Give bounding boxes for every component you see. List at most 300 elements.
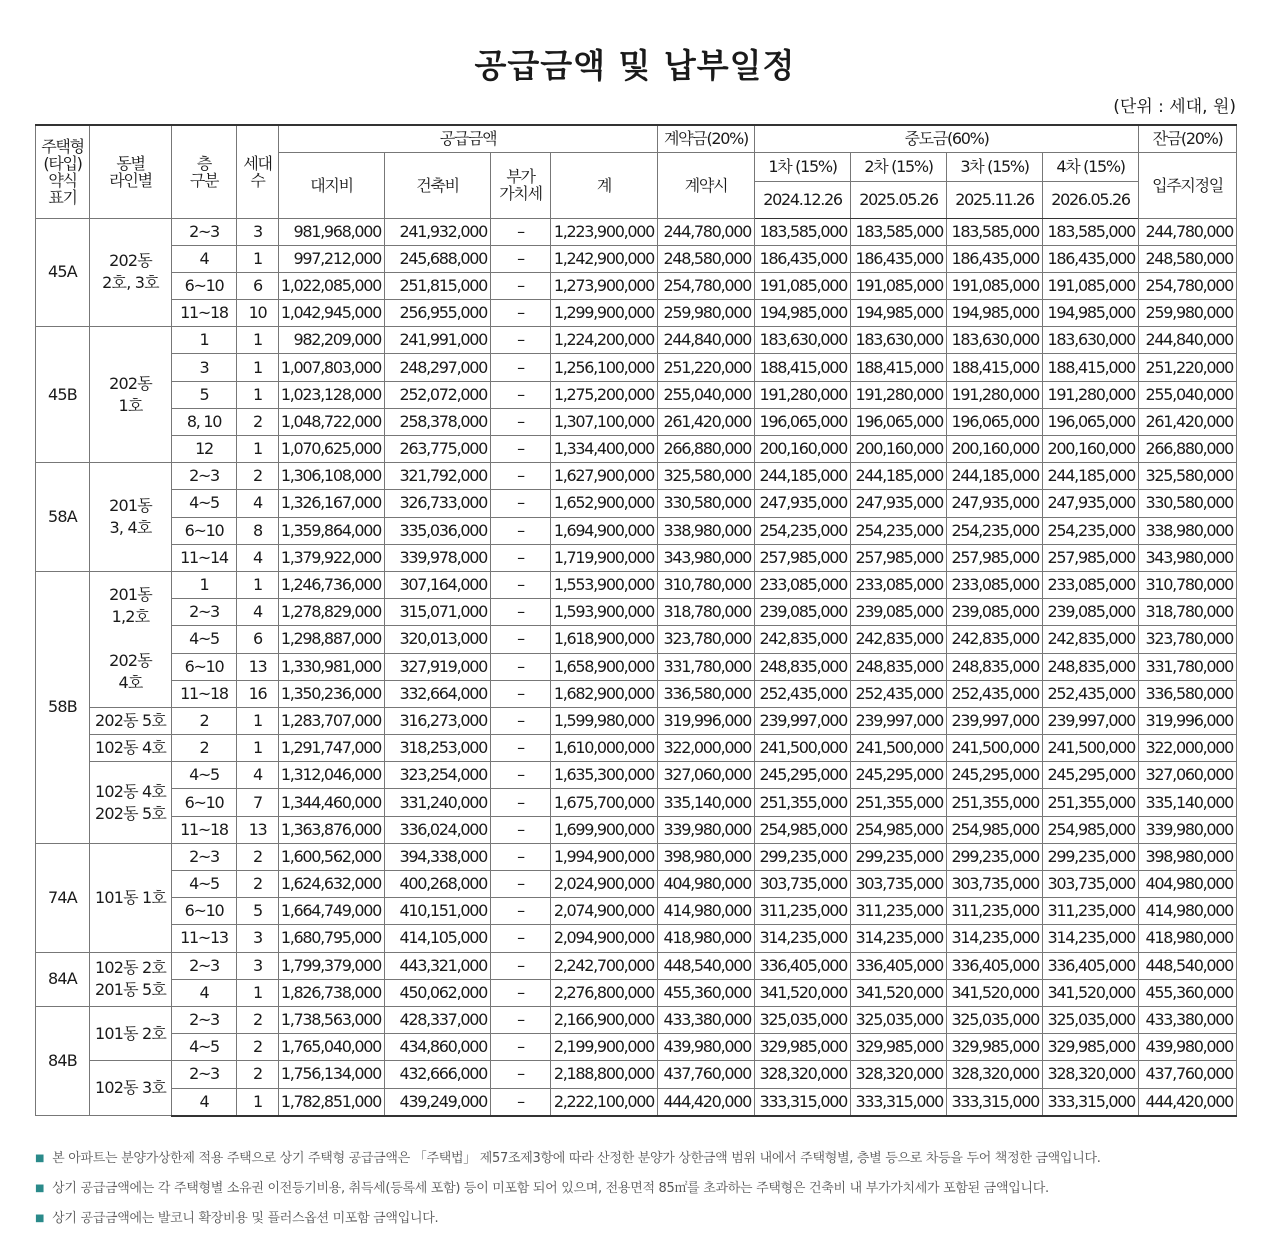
- middle-payment-2-cell: 183,630,000: [851, 327, 947, 354]
- middle-payment-4-cell: 183,585,000: [1043, 218, 1139, 245]
- deposit-cell: 318,780,000: [658, 599, 755, 626]
- floor-cell: 6~10: [172, 789, 237, 816]
- type-cell: 58B: [36, 571, 90, 843]
- land-cost-cell: 1,782,851,000: [279, 1088, 385, 1116]
- floor-cell: 4: [172, 1088, 237, 1116]
- balance-cell: 261,420,000: [1139, 408, 1237, 435]
- land-cost-cell: 1,042,945,000: [279, 300, 385, 327]
- header-vat: 부가 가치세: [491, 152, 551, 218]
- deposit-cell: 310,780,000: [658, 571, 755, 598]
- table-row: [36, 599, 1237, 626]
- dong-label: 101동 2호: [94, 1023, 167, 1043]
- deposit-cell: 319,996,000: [658, 707, 755, 734]
- middle-payment-3-cell: 191,280,000: [947, 381, 1043, 408]
- middle-payment-1-cell: 241,500,000: [755, 735, 851, 762]
- units-cell: 2: [237, 463, 279, 490]
- vat-cell: –: [491, 218, 551, 245]
- land-cost-cell: 1,312,046,000: [279, 762, 385, 789]
- middle-payment-4-cell: 188,415,000: [1043, 354, 1139, 381]
- middle-payment-3-cell: 257,985,000: [947, 544, 1043, 571]
- table-row: [36, 245, 1237, 272]
- balance-cell: 266,880,000: [1139, 436, 1237, 463]
- middle-payment-1-cell: 341,520,000: [755, 979, 851, 1006]
- units-cell: 1: [237, 245, 279, 272]
- total-cell: 1,719,900,000: [551, 544, 658, 571]
- table-row: [36, 925, 1237, 952]
- table-row: [36, 707, 1237, 734]
- table-row: [36, 1034, 1237, 1061]
- balance-cell: 248,580,000: [1139, 245, 1237, 272]
- deposit-cell: 444,420,000: [658, 1088, 755, 1116]
- middle-payment-3-cell: 299,235,000: [947, 843, 1043, 870]
- deposit-cell: 398,980,000: [658, 843, 755, 870]
- vat-cell: –: [491, 599, 551, 626]
- table-row: [36, 653, 1237, 680]
- building-cost-cell: 241,991,000: [385, 327, 491, 354]
- balance-cell: 322,000,000: [1139, 735, 1237, 762]
- total-cell: 1,635,300,000: [551, 762, 658, 789]
- middle-payment-4-cell: 333,315,000: [1043, 1088, 1139, 1116]
- middle-payment-3-cell: 244,185,000: [947, 463, 1043, 490]
- middle-payment-2-cell: 254,235,000: [851, 517, 947, 544]
- building-cost-cell: 263,775,000: [385, 436, 491, 463]
- vat-cell: –: [491, 1034, 551, 1061]
- vat-cell: –: [491, 952, 551, 979]
- units-cell: 1: [237, 707, 279, 734]
- deposit-cell: 437,760,000: [658, 1061, 755, 1088]
- units-cell: 1: [237, 381, 279, 408]
- total-cell: 1,299,900,000: [551, 300, 658, 327]
- land-cost-cell: 1,291,747,000: [279, 735, 385, 762]
- floor-cell: 2: [172, 735, 237, 762]
- balance-cell: 338,980,000: [1139, 517, 1237, 544]
- table-row: [36, 517, 1237, 544]
- building-cost-cell: 443,321,000: [385, 952, 491, 979]
- middle-payment-4-cell: 244,185,000: [1043, 463, 1139, 490]
- table-row: [36, 544, 1237, 571]
- vat-cell: –: [491, 816, 551, 843]
- header-floor: 층 구분: [172, 125, 237, 218]
- middle-payment-3-cell: 314,235,000: [947, 925, 1043, 952]
- middle-payment-1-cell: 239,997,000: [755, 707, 851, 734]
- units-cell: 1: [237, 327, 279, 354]
- middle-payment-2-cell: 194,985,000: [851, 300, 947, 327]
- units-cell: 3: [237, 925, 279, 952]
- total-cell: 2,242,700,000: [551, 952, 658, 979]
- building-cost-cell: 258,378,000: [385, 408, 491, 435]
- middle-payment-1-cell: 311,235,000: [755, 898, 851, 925]
- middle-payment-1-cell: 244,185,000: [755, 463, 851, 490]
- units-cell: 4: [237, 762, 279, 789]
- land-cost-cell: 1,023,128,000: [279, 381, 385, 408]
- units-cell: 8: [237, 517, 279, 544]
- middle-payment-3-cell: 186,435,000: [947, 245, 1043, 272]
- total-cell: 1,275,200,000: [551, 381, 658, 408]
- total-cell: 2,024,900,000: [551, 871, 658, 898]
- floor-cell: 11~14: [172, 544, 237, 571]
- vat-cell: –: [491, 571, 551, 598]
- total-cell: 1,593,900,000: [551, 599, 658, 626]
- middle-payment-4-cell: 252,435,000: [1043, 680, 1139, 707]
- table-row: [36, 381, 1237, 408]
- table-body: [36, 218, 1237, 1116]
- table-row: [36, 327, 1237, 354]
- land-cost-cell: 1,756,134,000: [279, 1061, 385, 1088]
- middle-payment-2-cell: 241,500,000: [851, 735, 947, 762]
- building-cost-cell: 400,268,000: [385, 871, 491, 898]
- dong-label: 102동 4호: [94, 738, 167, 758]
- middle-payment-2-cell: 191,280,000: [851, 381, 947, 408]
- table-row: [36, 218, 1237, 245]
- bullet-icon: ■: [35, 1153, 45, 1164]
- building-cost-cell: 450,062,000: [385, 979, 491, 1006]
- deposit-cell: 261,420,000: [658, 408, 755, 435]
- header-balance-group: 잔금(20%): [1139, 125, 1237, 152]
- middle-payment-3-cell: 191,085,000: [947, 272, 1043, 299]
- building-cost-cell: 320,013,000: [385, 626, 491, 653]
- floor-cell: 3: [172, 354, 237, 381]
- dong-label: 102동 4호 202동 5호: [94, 781, 167, 823]
- units-cell: 1: [237, 735, 279, 762]
- dong-label: 202동 1호: [109, 373, 152, 415]
- balance-cell: 336,580,000: [1139, 680, 1237, 707]
- middle-payment-3-cell: 239,997,000: [947, 707, 1043, 734]
- dong-cell: [90, 843, 172, 952]
- total-cell: 1,273,900,000: [551, 272, 658, 299]
- building-cost-cell: 339,978,000: [385, 544, 491, 571]
- header-deposit-group: 계약금(20%): [658, 125, 755, 152]
- header-mid3: 3차 (15%): [947, 152, 1043, 181]
- land-cost-cell: 1,680,795,000: [279, 925, 385, 952]
- middle-payment-3-cell: 325,035,000: [947, 1006, 1043, 1033]
- middle-payment-1-cell: 257,985,000: [755, 544, 851, 571]
- dong-cell: [90, 762, 172, 844]
- footnote: ■ 상기 공급금액에는 발코니 확장비용 및 플러스옵션 미포함 금액입니다.: [35, 1211, 439, 1226]
- units-cell: 3: [237, 952, 279, 979]
- header-type: 주택형 (타입) 약식 표기: [36, 125, 90, 218]
- middle-payment-3-cell: 242,835,000: [947, 626, 1043, 653]
- land-cost-cell: 1,048,722,000: [279, 408, 385, 435]
- balance-cell: 414,980,000: [1139, 898, 1237, 925]
- middle-payment-1-cell: 329,985,000: [755, 1034, 851, 1061]
- building-cost-cell: 428,337,000: [385, 1006, 491, 1033]
- table-row: [36, 952, 1237, 979]
- balance-cell: 244,840,000: [1139, 327, 1237, 354]
- footnotes: [35, 1148, 1245, 1238]
- total-cell: 1,256,100,000: [551, 354, 658, 381]
- balance-cell: 323,780,000: [1139, 626, 1237, 653]
- vat-cell: –: [491, 762, 551, 789]
- middle-payment-1-cell: 252,435,000: [755, 680, 851, 707]
- middle-payment-2-cell: 200,160,000: [851, 436, 947, 463]
- vat-cell: –: [491, 1088, 551, 1116]
- units-cell: 1: [237, 354, 279, 381]
- middle-payment-4-cell: 254,985,000: [1043, 816, 1139, 843]
- middle-payment-3-cell: 336,405,000: [947, 952, 1043, 979]
- building-cost-cell: 336,024,000: [385, 816, 491, 843]
- middle-payment-2-cell: 186,435,000: [851, 245, 947, 272]
- land-cost-cell: 1,326,167,000: [279, 490, 385, 517]
- middle-payment-2-cell: 242,835,000: [851, 626, 947, 653]
- middle-payment-2-cell: 257,985,000: [851, 544, 947, 571]
- vat-cell: –: [491, 925, 551, 952]
- floor-cell: 4~5: [172, 762, 237, 789]
- total-cell: 1,658,900,000: [551, 653, 658, 680]
- middle-payment-2-cell: 252,435,000: [851, 680, 947, 707]
- floor-cell: 4~5: [172, 626, 237, 653]
- middle-payment-1-cell: 251,355,000: [755, 789, 851, 816]
- middle-payment-2-cell: 314,235,000: [851, 925, 947, 952]
- middle-payment-2-cell: 191,085,000: [851, 272, 947, 299]
- building-cost-cell: 327,919,000: [385, 653, 491, 680]
- deposit-cell: 433,380,000: [658, 1006, 755, 1033]
- units-cell: 5: [237, 898, 279, 925]
- header-land: 대지비: [279, 152, 385, 218]
- middle-payment-4-cell: 194,985,000: [1043, 300, 1139, 327]
- table-row: [36, 490, 1237, 517]
- vat-cell: –: [491, 626, 551, 653]
- middle-payment-1-cell: 200,160,000: [755, 436, 851, 463]
- land-cost-cell: 1,379,922,000: [279, 544, 385, 571]
- building-cost-cell: 439,249,000: [385, 1088, 491, 1116]
- balance-cell: 244,780,000: [1139, 218, 1237, 245]
- dong-label: 102동 3호: [94, 1078, 167, 1098]
- total-cell: 1,627,900,000: [551, 463, 658, 490]
- vat-cell: –: [491, 272, 551, 299]
- header-mid1-date: 2024.12.26: [755, 181, 851, 218]
- land-cost-cell: 1,738,563,000: [279, 1006, 385, 1033]
- middle-payment-4-cell: 196,065,000: [1043, 408, 1139, 435]
- deposit-cell: 251,220,000: [658, 354, 755, 381]
- page-title: 공급금액 및 납부일정: [474, 46, 796, 85]
- middle-payment-1-cell: 336,405,000: [755, 952, 851, 979]
- balance-cell: 444,420,000: [1139, 1088, 1237, 1116]
- units-cell: 6: [237, 626, 279, 653]
- middle-payment-3-cell: 183,585,000: [947, 218, 1043, 245]
- middle-payment-1-cell: 191,085,000: [755, 272, 851, 299]
- building-cost-cell: 245,688,000: [385, 245, 491, 272]
- middle-payment-1-cell: 239,085,000: [755, 599, 851, 626]
- floor-cell: 2~3: [172, 843, 237, 870]
- header-deposit-sub: 계약시: [658, 152, 755, 218]
- units-cell: 1: [237, 1088, 279, 1116]
- middle-payment-4-cell: 191,280,000: [1043, 381, 1139, 408]
- middle-payment-1-cell: 254,235,000: [755, 517, 851, 544]
- building-cost-cell: 331,240,000: [385, 789, 491, 816]
- dong-label: 202동 5호: [94, 710, 167, 730]
- floor-cell: 2~3: [172, 599, 237, 626]
- middle-payment-2-cell: 239,997,000: [851, 707, 947, 734]
- deposit-cell: 330,580,000: [658, 490, 755, 517]
- total-cell: 1,334,400,000: [551, 436, 658, 463]
- middle-payment-2-cell: 254,985,000: [851, 816, 947, 843]
- balance-cell: 439,980,000: [1139, 1034, 1237, 1061]
- land-cost-cell: 1,799,379,000: [279, 952, 385, 979]
- floor-cell: 5: [172, 381, 237, 408]
- middle-payment-4-cell: 239,085,000: [1043, 599, 1139, 626]
- middle-payment-1-cell: 299,235,000: [755, 843, 851, 870]
- middle-payment-2-cell: 245,295,000: [851, 762, 947, 789]
- floor-cell: 2~3: [172, 1006, 237, 1033]
- vat-cell: –: [491, 381, 551, 408]
- middle-payment-4-cell: 328,320,000: [1043, 1061, 1139, 1088]
- middle-payment-2-cell: 247,935,000: [851, 490, 947, 517]
- dong-label: 101동 1호: [94, 887, 167, 907]
- floor-cell: 11~13: [172, 925, 237, 952]
- units-cell: 13: [237, 653, 279, 680]
- middle-payment-4-cell: 186,435,000: [1043, 245, 1139, 272]
- middle-payment-4-cell: 303,735,000: [1043, 871, 1139, 898]
- deposit-cell: 339,980,000: [658, 816, 755, 843]
- middle-payment-4-cell: 336,405,000: [1043, 952, 1139, 979]
- middle-payment-4-cell: 254,235,000: [1043, 517, 1139, 544]
- floor-cell: 2: [172, 707, 237, 734]
- table-row: [36, 789, 1237, 816]
- units-cell: 16: [237, 680, 279, 707]
- total-cell: 2,074,900,000: [551, 898, 658, 925]
- header-mid2-date: 2025.05.26: [851, 181, 947, 218]
- table-row: [36, 843, 1237, 870]
- middle-payment-2-cell: 325,035,000: [851, 1006, 947, 1033]
- land-cost-cell: 1,359,864,000: [279, 517, 385, 544]
- vat-cell: –: [491, 436, 551, 463]
- header-mid1: 1차 (15%): [755, 152, 851, 181]
- middle-payment-3-cell: 251,355,000: [947, 789, 1043, 816]
- middle-payment-3-cell: 254,985,000: [947, 816, 1043, 843]
- units-cell: 1: [237, 436, 279, 463]
- balance-cell: 418,980,000: [1139, 925, 1237, 952]
- dong-label: 202동 2호, 3호: [102, 251, 159, 293]
- land-cost-cell: 1,330,981,000: [279, 653, 385, 680]
- header-mid4: 4차 (15%): [1043, 152, 1139, 181]
- total-cell: 1,553,900,000: [551, 571, 658, 598]
- building-cost-cell: 248,297,000: [385, 354, 491, 381]
- middle-payment-4-cell: 248,835,000: [1043, 653, 1139, 680]
- table-row: [36, 898, 1237, 925]
- dong-cell: [90, 218, 172, 327]
- land-cost-cell: 981,968,000: [279, 218, 385, 245]
- vat-cell: –: [491, 979, 551, 1006]
- middle-payment-2-cell: 239,085,000: [851, 599, 947, 626]
- vat-cell: –: [491, 354, 551, 381]
- total-cell: 2,276,800,000: [551, 979, 658, 1006]
- middle-payment-4-cell: 245,295,000: [1043, 762, 1139, 789]
- middle-payment-2-cell: 233,085,000: [851, 571, 947, 598]
- total-cell: 1,599,980,000: [551, 707, 658, 734]
- middle-payment-3-cell: 328,320,000: [947, 1061, 1043, 1088]
- header-total: 계: [551, 152, 658, 218]
- floor-cell: 11~18: [172, 680, 237, 707]
- land-cost-cell: 997,212,000: [279, 245, 385, 272]
- middle-payment-2-cell: 329,985,000: [851, 1034, 947, 1061]
- deposit-cell: 266,880,000: [658, 436, 755, 463]
- building-cost-cell: 256,955,000: [385, 300, 491, 327]
- building-cost-cell: 252,072,000: [385, 381, 491, 408]
- middle-payment-4-cell: 183,630,000: [1043, 327, 1139, 354]
- type-cell: 58A: [36, 463, 90, 572]
- balance-cell: 330,580,000: [1139, 490, 1237, 517]
- deposit-cell: 325,580,000: [658, 463, 755, 490]
- total-cell: 1,307,100,000: [551, 408, 658, 435]
- total-cell: 2,188,800,000: [551, 1061, 658, 1088]
- total-cell: 2,094,900,000: [551, 925, 658, 952]
- middle-payment-4-cell: 325,035,000: [1043, 1006, 1139, 1033]
- middle-payment-3-cell: 183,630,000: [947, 327, 1043, 354]
- dong-cell: [90, 735, 172, 762]
- total-cell: 1,610,000,000: [551, 735, 658, 762]
- middle-payment-4-cell: 241,500,000: [1043, 735, 1139, 762]
- vat-cell: –: [491, 1061, 551, 1088]
- units-cell: 10: [237, 300, 279, 327]
- middle-payment-3-cell: 303,735,000: [947, 871, 1043, 898]
- units-cell: 3: [237, 218, 279, 245]
- land-cost-cell: 1,624,632,000: [279, 871, 385, 898]
- total-cell: 1,699,900,000: [551, 816, 658, 843]
- land-cost-cell: 1,826,738,000: [279, 979, 385, 1006]
- building-cost-cell: 414,105,000: [385, 925, 491, 952]
- dong-cell: [90, 1061, 172, 1116]
- vat-cell: –: [491, 653, 551, 680]
- middle-payment-2-cell: 188,415,000: [851, 354, 947, 381]
- supply-price-table: [35, 124, 1237, 1117]
- deposit-cell: 327,060,000: [658, 762, 755, 789]
- balance-cell: 318,780,000: [1139, 599, 1237, 626]
- balance-cell: 331,780,000: [1139, 653, 1237, 680]
- vat-cell: –: [491, 490, 551, 517]
- units-cell: 13: [237, 816, 279, 843]
- middle-payment-1-cell: 325,035,000: [755, 1006, 851, 1033]
- balance-cell: 255,040,000: [1139, 381, 1237, 408]
- middle-payment-1-cell: 314,235,000: [755, 925, 851, 952]
- building-cost-cell: 326,733,000: [385, 490, 491, 517]
- land-cost-cell: 1,344,460,000: [279, 789, 385, 816]
- header-mid3-date: 2025.11.26: [947, 181, 1043, 218]
- vat-cell: –: [491, 735, 551, 762]
- middle-payment-3-cell: 196,065,000: [947, 408, 1043, 435]
- deposit-cell: 331,780,000: [658, 653, 755, 680]
- building-cost-cell: 434,860,000: [385, 1034, 491, 1061]
- floor-cell: 12: [172, 436, 237, 463]
- middle-payment-3-cell: 252,435,000: [947, 680, 1043, 707]
- middle-payment-2-cell: 303,735,000: [851, 871, 947, 898]
- middle-payment-1-cell: 303,735,000: [755, 871, 851, 898]
- table-row: [36, 1088, 1237, 1116]
- deposit-cell: 414,980,000: [658, 898, 755, 925]
- units-cell: 2: [237, 1061, 279, 1088]
- deposit-cell: 244,840,000: [658, 327, 755, 354]
- balance-cell: 339,980,000: [1139, 816, 1237, 843]
- units-cell: 2: [237, 843, 279, 870]
- floor-cell: 4: [172, 979, 237, 1006]
- middle-payment-3-cell: 241,500,000: [947, 735, 1043, 762]
- middle-payment-1-cell: 194,985,000: [755, 300, 851, 327]
- table-row: [36, 626, 1237, 653]
- deposit-cell: 418,980,000: [658, 925, 755, 952]
- deposit-cell: 259,980,000: [658, 300, 755, 327]
- middle-payment-1-cell: 245,295,000: [755, 762, 851, 789]
- vat-cell: –: [491, 544, 551, 571]
- balance-cell: 398,980,000: [1139, 843, 1237, 870]
- table-row: [36, 762, 1237, 789]
- floor-cell: 6~10: [172, 653, 237, 680]
- dong-cell: [90, 952, 172, 1006]
- table-row: [36, 272, 1237, 299]
- deposit-cell: 244,780,000: [658, 218, 755, 245]
- total-cell: 1,694,900,000: [551, 517, 658, 544]
- middle-payment-1-cell: 254,985,000: [755, 816, 851, 843]
- total-cell: 1,618,900,000: [551, 626, 658, 653]
- middle-payment-2-cell: 336,405,000: [851, 952, 947, 979]
